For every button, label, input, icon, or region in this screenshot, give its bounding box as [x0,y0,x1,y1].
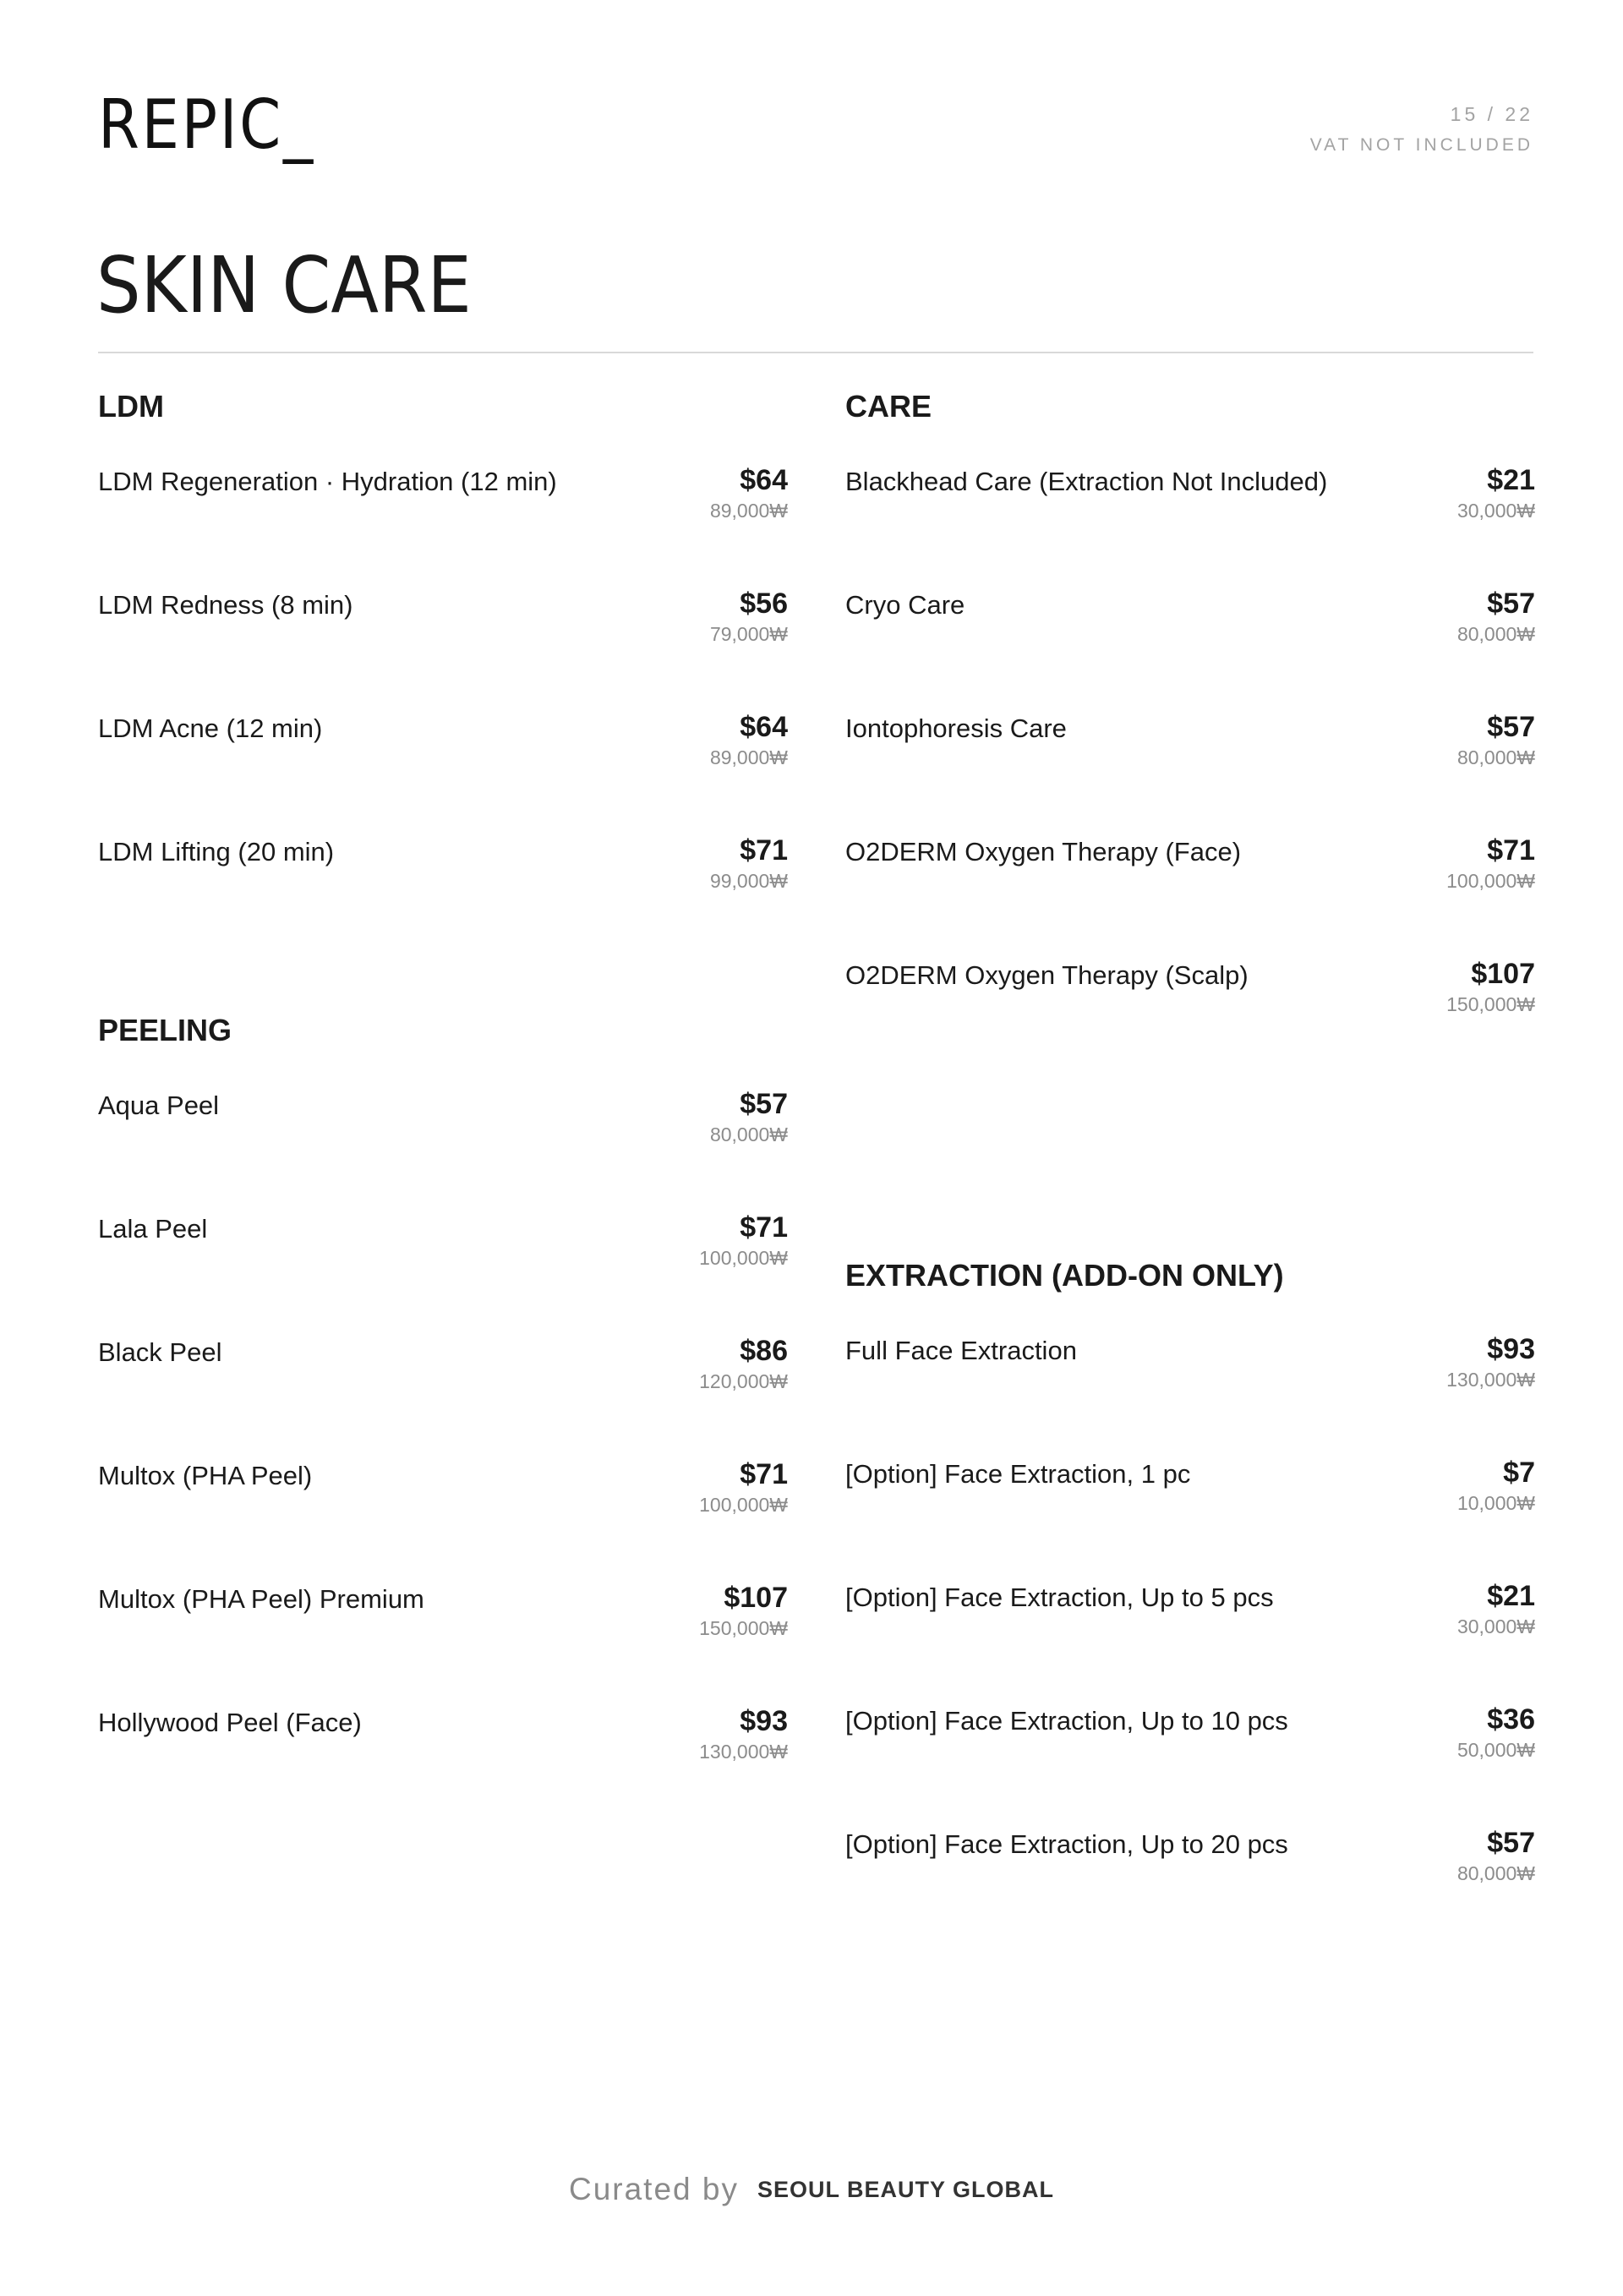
price-usd: $57 [1487,588,1535,620]
price-usd: $57 [1487,711,1535,743]
list-item [98,712,788,835]
curated-by-label: Curated by [568,2172,739,2206]
price-usd: $56 [740,588,788,620]
section-care [845,387,1535,1082]
price-usd: $71 [1487,834,1535,866]
brand-logo: SEOUL BEAUTY GLOBAL [757,2176,1055,2202]
peeling-list [98,1089,788,1829]
item-price [1457,710,1535,771]
list-item [845,712,1535,835]
item-name: Cryo Care [845,590,965,620]
price-krw: 100,000₩ [699,1494,788,1516]
item-price [1457,1703,1535,1763]
price-usd: $36 [1487,1703,1535,1736]
item-name: LDM Redness (8 min) [98,590,353,620]
price-krw: 80,000₩ [1456,746,1535,768]
item-name: Multox (PHA Peel) Premium [98,1584,424,1614]
price-usd: $93 [740,1705,788,1737]
list-item [98,1212,788,1336]
price-krw: 89,000₩ [709,746,788,768]
price-usd: $107 [724,1582,788,1614]
price-krw: 10,000₩ [1456,1492,1535,1514]
price-krw: 100,000₩ [1446,870,1535,892]
list-item [98,1583,788,1706]
price-krw: 150,000₩ [1446,993,1535,1015]
price-krw: 80,000₩ [1456,623,1535,645]
repic-logo: REPIC_ [98,85,315,164]
list-item [98,1336,788,1459]
item-name: [Option] Face Extraction, Up to 10 pcs [845,1706,1288,1736]
item-name: LDM Lifting (20 min) [98,837,335,866]
list-item [98,465,788,588]
price-krw: 130,000₩ [699,1741,788,1763]
item-name: Blackhead Care (Extraction Not Included) [845,467,1328,496]
list-item [845,1828,1535,1951]
list-item [845,465,1535,588]
section-title-ldm: LDM [98,389,164,424]
list-item [845,1704,1535,1828]
item-name: Full Face Extraction [845,1336,1077,1365]
item-price [699,1581,788,1642]
price-usd: $7 [1503,1457,1535,1489]
item-price [1446,834,1535,894]
price-usd: $71 [740,834,788,866]
right-column [845,387,1535,1951]
price-krw: 99,000₩ [709,870,788,892]
title-divider [98,352,1533,353]
page-title: SKIN CARE [96,240,472,331]
list-item [845,588,1535,712]
item-name: Multox (PHA Peel) [98,1461,313,1490]
price-usd: $64 [740,711,788,743]
list-item [98,1459,788,1583]
section-title-extraction: EXTRACTION (ADD-ON ONLY) [845,1258,1284,1293]
item-name: [Option] Face Extraction, 1 pc [845,1459,1191,1489]
item-name: Aqua Peel [98,1091,220,1120]
list-item [98,588,788,712]
item-name: [Option] Face Extraction, Up to 5 pcs [845,1583,1274,1612]
price-usd: $57 [740,1088,788,1120]
price-usd: $64 [740,464,788,496]
item-price [1457,463,1535,524]
section-peeling [98,1011,788,1829]
page-meta [1310,100,1533,162]
item-name: Iontophoresis Care [845,713,1067,743]
price-usd: $93 [1487,1333,1535,1365]
item-price [1446,1332,1535,1393]
left-column [98,387,788,1829]
page-number: 15 / 22 [1450,103,1533,125]
vat-note: VAT NOT INCLUDED [1309,135,1533,155]
item-price [1457,1456,1535,1517]
item-price [1446,957,1535,1018]
section-ldm [98,387,788,959]
price-krw: 79,000₩ [709,623,788,645]
item-price [710,587,788,648]
price-krw: 30,000₩ [1456,500,1535,522]
list-item [845,959,1535,1082]
price-krw: 150,000₩ [699,1617,788,1639]
price-krw: 50,000₩ [1456,1739,1535,1761]
item-name: LDM Acne (12 min) [98,713,323,743]
price-usd: $21 [1487,1580,1535,1612]
price-usd: $107 [1471,958,1535,990]
item-name: Lala Peel [98,1214,208,1244]
item-price [710,710,788,771]
list-item [98,835,788,959]
item-price [699,1704,788,1765]
footer [0,2164,1623,2215]
list-item [98,1089,788,1212]
price-krw: 130,000₩ [1446,1369,1535,1391]
price-krw: 80,000₩ [1456,1862,1535,1884]
item-name: LDM Regeneration · Hydration (12 min) [98,467,557,496]
item-price [710,834,788,894]
item-price [1457,587,1535,648]
section-title-peeling: PEELING [98,1013,232,1047]
list-item [845,835,1535,959]
list-item [98,1706,788,1829]
item-name: O2DERM Oxygen Therapy (Scalp) [845,960,1249,990]
care-list [845,465,1535,1082]
price-krw: 100,000₩ [699,1247,788,1269]
price-usd: $71 [740,1458,788,1490]
item-name: [Option] Face Extraction, Up to 20 pcs [845,1829,1288,1859]
item-price [1457,1579,1535,1640]
price-krw: 30,000₩ [1456,1615,1535,1637]
item-name: Hollywood Peel (Face) [98,1708,362,1737]
item-price [699,1211,788,1271]
section-title-care: CARE [845,389,932,424]
item-price [1457,1826,1535,1887]
price-krw: 89,000₩ [709,500,788,522]
section-extraction [845,1256,1535,1951]
item-price [710,1087,788,1148]
item-price [699,1457,788,1518]
list-item [845,1334,1535,1457]
price-usd: $86 [740,1335,788,1367]
ldm-list [98,465,788,959]
item-price [710,463,788,524]
price-krw: 120,000₩ [699,1370,788,1392]
price-usd: $71 [740,1211,788,1244]
price-usd: $21 [1487,464,1535,496]
item-name: Black Peel [98,1337,222,1367]
list-item [845,1457,1535,1581]
item-price [699,1334,788,1395]
item-name: O2DERM Oxygen Therapy (Face) [845,837,1242,866]
price-krw: 80,000₩ [709,1123,788,1145]
extraction-list [845,1334,1535,1951]
price-usd: $57 [1487,1827,1535,1859]
list-item [845,1581,1535,1704]
